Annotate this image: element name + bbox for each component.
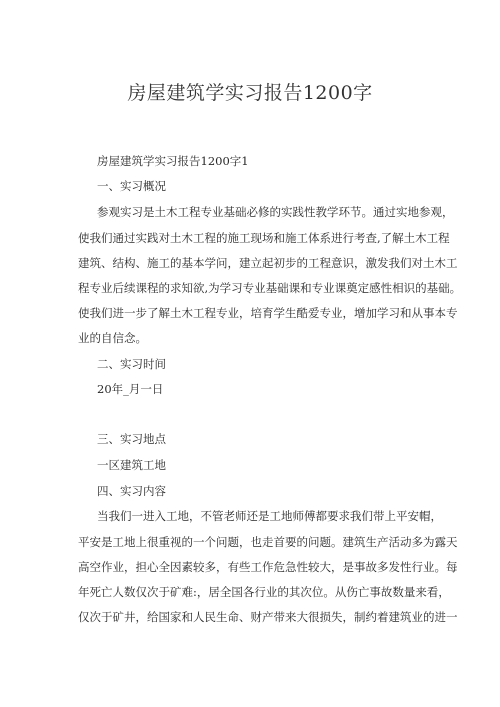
paragraph-line: 程专业后续课程的求知欲,为学习专业基础课和专业课奠定感性相识的基础。	[78, 281, 462, 295]
paragraph-line: 业的自信念。	[78, 331, 147, 345]
paragraph-line: 建筑、结构、施工的基本学问，建立起初步的工程意识，激发我们对土木工	[78, 256, 458, 270]
paragraph-line: 高空作业，担心全因素较多，有些工作危急性较大，是事故多发性行业。每	[78, 560, 458, 574]
document-title: 房屋建筑学实习报告1200字	[127, 82, 373, 104]
section-heading-location: 三、实习地点	[97, 432, 166, 446]
section-heading-overview: 一、实习概况	[97, 179, 166, 193]
paragraph-line: 使我们进一步了解土木工程专业，培育学生酷爱专业，增加学习和从事本专	[78, 306, 458, 320]
section-value-time: 20年_月一日	[97, 382, 164, 396]
document-subtitle: 房屋建筑学实习报告1200字1	[97, 154, 249, 168]
section-heading-content: 四、实习内容	[97, 484, 166, 498]
paragraph-line: 年死亡人数仅次于矿难:，居全国各行业的其次位。从伤亡事故数量来看，	[78, 585, 450, 599]
paragraph-line: 使我们通过实践对土木工程的施工现场和施工体系进行考查,了解土木工程	[78, 231, 450, 245]
paragraph-line: 当我们一进入工地，不管老师还是工地师傅都要求我们带上平安帽，	[97, 509, 442, 523]
paragraph-line: 平安是工地上很重视的一个问题，也走首要的问题。建筑生产活动多为露天	[78, 535, 458, 549]
paragraph-line: 仅次于矿井，给国家和人民生命、财产带来大很损失，制约着建筑业的进一	[78, 610, 458, 624]
section-heading-time: 二、实习时间	[97, 357, 166, 371]
section-value-location: 一区建筑工地	[97, 458, 166, 472]
paragraph-line: 参观实习是土木工程专业基础必修的实践性教学环节。通过实地参观，	[97, 205, 454, 219]
